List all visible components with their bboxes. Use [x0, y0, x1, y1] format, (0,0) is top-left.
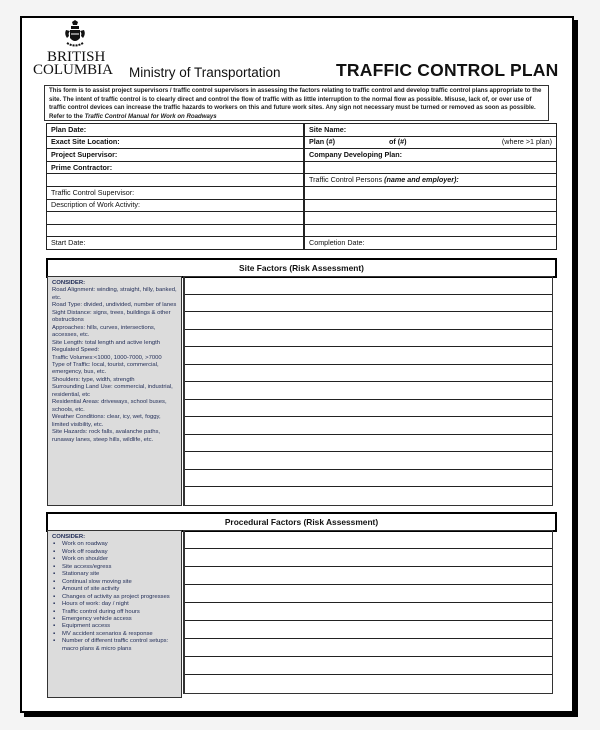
- consider-item: ▪ Changes of activity as project progresses: [62, 594, 177, 601]
- consider-item: ▪ Number of different traffic control setups: macro plans & micro plans: [62, 638, 177, 653]
- consider-item: ▪ MV accident scenarios & response: [62, 631, 177, 638]
- site-factors-answer-lines[interactable]: [183, 276, 553, 506]
- consider-item: Sight Distance: signs, trees, buildings & other obstructions: [52, 309, 171, 324]
- answer-line[interactable]: [185, 621, 552, 639]
- answer-line[interactable]: [185, 549, 552, 567]
- answer-line[interactable]: [185, 585, 552, 603]
- field-cell-left[interactable]: Plan Date:: [47, 124, 305, 137]
- consider-item: ▪ Work on shoulder: [62, 556, 177, 563]
- field-cell-left[interactable]: [47, 212, 305, 225]
- consider-item: Approaches: hills, curves, intersections, accesses, etc.: [52, 324, 156, 339]
- coat-of-arms-icon: [60, 20, 90, 50]
- field-note: (where >1 plan): [501, 137, 552, 147]
- answer-line[interactable]: [185, 295, 552, 313]
- site-factors-list: [52, 287, 177, 444]
- consider-item: Regulated Speed:: [52, 347, 100, 354]
- field-cell-right[interactable]: Completion Date:: [304, 237, 557, 250]
- field-cell-right[interactable]: [304, 212, 557, 225]
- field-label: Traffic Control Persons: [309, 175, 385, 185]
- logo-line2: COLUMBIA: [33, 62, 114, 78]
- field-cell-left[interactable]: [47, 224, 305, 237]
- document-page: [20, 16, 574, 713]
- answer-line[interactable]: [185, 487, 552, 505]
- procedural-factors-consider-box: [47, 530, 182, 698]
- answer-line[interactable]: [185, 531, 552, 549]
- field-cell-left[interactable]: Project Supervisor:: [47, 149, 305, 162]
- answer-line[interactable]: [185, 347, 552, 365]
- field-label: of (#): [389, 137, 407, 147]
- answer-line[interactable]: [185, 675, 552, 693]
- answer-line[interactable]: [185, 277, 552, 295]
- consider-item: ▪ Amount of site activity: [62, 586, 177, 593]
- field-cell-left[interactable]: Prime Contractor:: [47, 161, 305, 174]
- consider-item: Weather Conditions: clear, icy, wet, foggy, limited visibility, etc.: [52, 414, 161, 428]
- field-cell-left[interactable]: [47, 174, 305, 187]
- consider-item: Shoulders: type, width, strength: [52, 376, 135, 383]
- field-cell-right[interactable]: [304, 186, 557, 199]
- field-row: [47, 212, 557, 225]
- answer-line[interactable]: [185, 435, 552, 453]
- answer-line[interactable]: [185, 567, 552, 585]
- intro-text: [44, 85, 549, 121]
- field-note: (name and employer):: [384, 175, 459, 185]
- procedural-factors-list: [52, 541, 177, 653]
- field-row: [47, 149, 557, 162]
- consider-item: ▪ Continual slow moving site: [62, 579, 177, 586]
- answer-line[interactable]: [185, 657, 552, 675]
- answer-line[interactable]: [185, 312, 552, 330]
- manual-reference: Traffic Control Manual for Work on Roadways: [84, 112, 217, 120]
- consider-item: Residential Areas: driveways, school buses, schools, etc.: [52, 399, 167, 413]
- answer-line[interactable]: [185, 639, 552, 657]
- field-row: [47, 224, 557, 237]
- field-cell-left[interactable]: Description of Work Activity:: [47, 199, 305, 212]
- field-row: [47, 174, 557, 187]
- procedural-factors-heading: Procedural Factors (Risk Assessment): [46, 512, 557, 532]
- field-row: [47, 199, 557, 212]
- consider-item: Road Type: divided, undivided, number of lanes: [52, 302, 177, 309]
- consider-item: Road Alignment: winding, straight, hilly, banked, etc.: [52, 287, 177, 301]
- consider-item: ▪ Work off roadway: [62, 549, 177, 556]
- answer-line[interactable]: [185, 330, 552, 348]
- field-row: [47, 136, 557, 149]
- consider-item: ▪ Work on roadway: [62, 541, 177, 548]
- answer-line[interactable]: [185, 417, 552, 435]
- consider-label: CONSIDER:: [52, 280, 86, 286]
- bc-logo: [34, 18, 126, 86]
- field-cell-right[interactable]: [304, 174, 557, 187]
- consider-item: Site Hazards: rock falls, avalanche paths, runaway lanes, steep hills, wildlife, etc.: [52, 429, 161, 443]
- logo-line1: BRITISH: [47, 49, 106, 65]
- field-row: [47, 161, 557, 174]
- intro-body: This form is to assist project supervisors / traffic control supervisors in assessing the factors relating to traffic control and develop traffic control plans appropriate to the site. The intent of traffic control is to clearly direct and control the flow of traffic with as little interruption to the normal flow as possible. Misuse, lack of, or over use of traffic control devices can increase the traffic hazards to workers on this and future work sites. Any sign not necessary must be turned or removed as soon as possible. Refer to the: [49, 87, 542, 120]
- answer-line[interactable]: [185, 382, 552, 400]
- page-title: TRAFFIC CONTROL PLAN: [336, 60, 559, 80]
- plan-info-table: [46, 123, 557, 250]
- consider-item: ▪ Emergency vehicle access: [62, 616, 177, 623]
- site-factors-heading: Site Factors (Risk Assessment): [46, 258, 557, 278]
- field-row: [47, 186, 557, 199]
- field-cell-left[interactable]: Start Date:: [47, 237, 305, 250]
- field-cell-left[interactable]: Exact Site Location:: [47, 136, 305, 149]
- answer-line[interactable]: [185, 603, 552, 621]
- field-cell-right[interactable]: Company Developing Plan:: [304, 149, 557, 162]
- consider-item: ▪ Site access/egress: [62, 564, 177, 571]
- answer-line[interactable]: [185, 470, 552, 488]
- consider-item: Site Length: total length and active length: [52, 339, 161, 346]
- field-cell-right[interactable]: Site Name:: [304, 124, 557, 137]
- field-cell-left[interactable]: Traffic Control Supervisor:: [47, 186, 305, 199]
- consider-label: CONSIDER:: [52, 534, 86, 540]
- field-row: [47, 237, 557, 250]
- consider-item: ▪ Stationary site: [62, 571, 177, 578]
- consider-item: Traffic Volumes:<1000, 1000-7000, >7000: [52, 354, 162, 361]
- field-cell-right[interactable]: [304, 136, 557, 149]
- field-row: [47, 124, 557, 137]
- answer-line[interactable]: [185, 400, 552, 418]
- answer-line[interactable]: [185, 365, 552, 383]
- consider-item: ▪ Equipment access: [62, 623, 177, 630]
- site-factors-consider-box: [47, 276, 182, 506]
- field-label: Plan (#): [309, 137, 335, 147]
- consider-item: ▪ Traffic control during off hours: [62, 609, 177, 616]
- procedural-factors-answer-lines[interactable]: [183, 530, 553, 694]
- ministry-name: Ministry of Transportation: [129, 65, 281, 80]
- field-cell-right[interactable]: [304, 199, 557, 212]
- answer-line[interactable]: [185, 452, 552, 470]
- field-cell-right[interactable]: [304, 161, 557, 174]
- consider-item: ▪ Hours of work: day / night: [62, 601, 177, 608]
- consider-item: Surrounding Land Use: commercial, industrial, residential, etc: [52, 384, 173, 398]
- consider-item: Type of Traffic: local, tourist, commercial, emergency, bus, etc.: [52, 361, 159, 376]
- field-cell-right[interactable]: [304, 224, 557, 237]
